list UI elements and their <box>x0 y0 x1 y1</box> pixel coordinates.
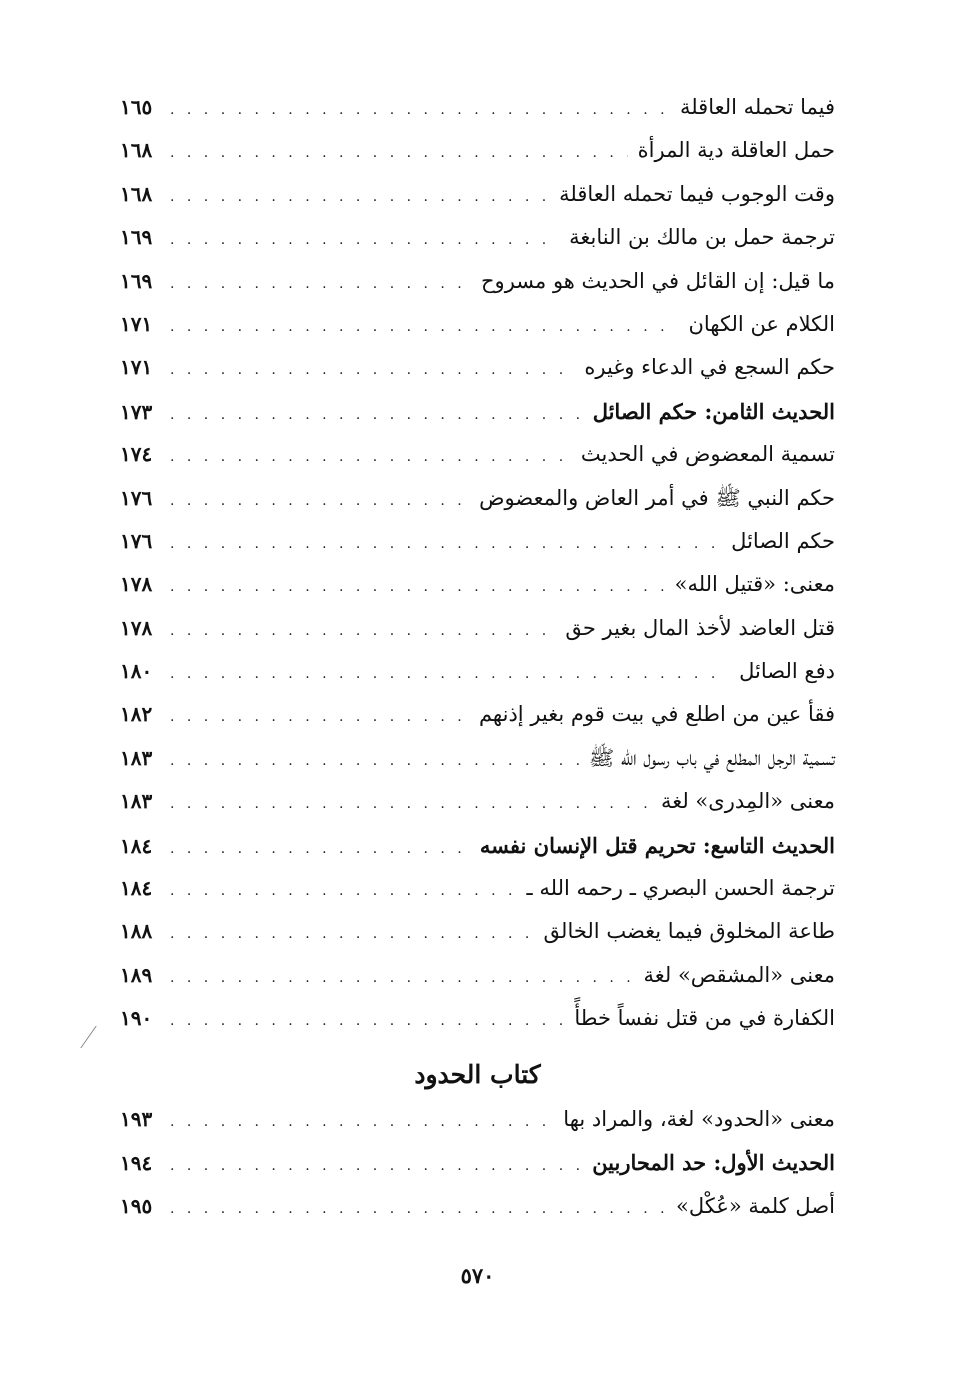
toc-entry-page: ١٨٣ <box>120 789 153 814</box>
dot-leader <box>170 610 555 653</box>
toc-entry-title: دفع الصائل <box>739 659 835 684</box>
toc-entry-page: ١٦٩ <box>120 268 153 293</box>
toc-entry-title: وقت الوجوب فيما تحمله العاقلة <box>559 181 835 206</box>
toc-entry-title: طاعة المخلوق فيما يغضب الخالق <box>543 919 835 944</box>
dot-leader <box>170 696 469 739</box>
toc-row <box>120 1098 835 1141</box>
dot-leader <box>170 176 549 219</box>
dot-leader <box>170 566 665 609</box>
toc-row <box>120 129 835 172</box>
toc-entry-title: معنى «المِدرى» لغة <box>660 789 835 814</box>
dot-leader <box>170 523 721 566</box>
dot-leader <box>170 1000 564 1043</box>
toc-entry-page: ١٩٠ <box>120 1006 153 1031</box>
toc-row <box>120 563 835 606</box>
toc-entry-page: ١٨٠ <box>120 659 153 684</box>
toc-entry-page: ١٦٨ <box>120 138 153 163</box>
dot-leader <box>170 394 583 437</box>
toc-entry-title: الحديث الثامن: حكم الصائل <box>592 398 835 424</box>
toc-row <box>120 216 835 259</box>
toc-entry-page: ١٨٤ <box>120 833 153 858</box>
dot-leader <box>170 828 470 871</box>
margin-pencil-mark <box>80 1026 108 1048</box>
dot-leader <box>170 306 678 349</box>
toc-row <box>120 477 835 520</box>
toc-entry-page: ١٧٣ <box>120 399 153 424</box>
dot-leader <box>170 1145 582 1188</box>
toc-row <box>120 433 835 476</box>
toc-entry-title: فيما تحمله العاقلة <box>679 95 835 119</box>
dot-leader <box>170 653 729 696</box>
toc-entry-title: فقأ عين من اطلع في بيت قوم بغير إذنهم <box>478 702 835 727</box>
toc-entry-page: ١٨٣ <box>120 745 153 770</box>
toc-entry-page: ١٧١ <box>120 311 153 336</box>
toc-row <box>120 824 835 867</box>
toc-entry-page: ١٦٨ <box>120 181 153 206</box>
dot-leader <box>170 263 471 306</box>
toc-entry-title: الكلام عن الكهان <box>688 311 835 336</box>
dot-leader <box>170 1101 553 1144</box>
toc-entry-title: معنى «المشقص» لغة <box>643 962 835 987</box>
toc-entry-title: ترجمة حمل بن مالك بن النابغة <box>569 225 835 250</box>
toc-row <box>120 650 835 693</box>
toc-entry-page: ١٩٣ <box>120 1107 153 1131</box>
toc-entry-page: ١٨٤ <box>120 876 153 901</box>
toc-entry-page: ١٧٤ <box>120 442 153 467</box>
page-number: ٥٧٠ <box>460 1263 495 1288</box>
toc-row <box>120 390 835 433</box>
dot-leader <box>170 783 651 826</box>
toc-row <box>120 173 835 216</box>
toc-entry-title: قتل العاضد لأخذ المال بغير حق <box>565 615 835 640</box>
toc-row <box>120 737 835 780</box>
toc-row <box>120 607 835 650</box>
dot-leader <box>170 436 571 479</box>
dot-leader <box>170 219 559 262</box>
toc-row <box>120 346 835 389</box>
toc-entry-title: حكم النبي ﷺ في أمر العاض والمعضوض <box>479 485 835 510</box>
toc-row <box>120 867 835 910</box>
toc-entry-page: ١٧١ <box>120 355 153 380</box>
toc-row <box>120 693 835 736</box>
dot-leader <box>170 89 670 132</box>
dot-leader <box>170 132 628 175</box>
dot-leader <box>170 740 579 783</box>
toc-entry-title: حمل العاقلة دية المرأة <box>637 138 835 163</box>
toc-row <box>120 260 835 303</box>
dot-leader <box>170 480 469 523</box>
toc-entry-page: ١٩٤ <box>120 1151 153 1176</box>
section-heading: كتاب الحدود <box>414 1060 541 1089</box>
toc-row <box>120 780 835 823</box>
toc-entry-title: حكم الصائل <box>731 528 835 553</box>
dot-leader <box>170 1188 666 1231</box>
toc-row <box>120 910 835 953</box>
toc-entry-title: تسمية الرجل المطلع في باب رسول الله ﷺ <box>588 745 835 770</box>
toc-list-top <box>120 86 835 1041</box>
toc-entry-page: ١٨٢ <box>120 702 153 727</box>
toc-list-bottom <box>120 1098 835 1228</box>
toc-entry-title: معنى «الحدود» لغة، والمراد بها <box>563 1107 835 1131</box>
toc-entry-title: حكم السجع في الدعاء وغيره <box>584 355 835 380</box>
toc-entry-title: تسمية المعضوض في الحديث <box>580 442 835 467</box>
dot-leader <box>170 957 633 1000</box>
toc-entry-page: ١٩٥ <box>120 1193 153 1218</box>
toc-entry-title: الكفارة في من قتل نفساً خطأً <box>574 1006 835 1031</box>
toc-entry-title: الحديث الأول: حد المحاربين <box>592 1150 835 1176</box>
toc-entry-title: أصل كلمة «عُكْل» <box>676 1193 835 1218</box>
toc-row <box>120 1141 835 1184</box>
toc-row <box>120 303 835 346</box>
toc-entry-page: ١٦٥ <box>120 95 153 119</box>
toc-entry-page: ١٧٦ <box>120 528 153 553</box>
dot-leader <box>170 349 574 392</box>
toc-entry-title: ترجمة الحسن البصري ـ رحمه الله ـ <box>526 876 835 901</box>
toc-row <box>120 1185 835 1228</box>
dot-leader <box>170 870 517 913</box>
toc-row <box>120 520 835 563</box>
toc-row <box>120 86 835 129</box>
toc-entry-page: ١٧٨ <box>120 615 153 640</box>
toc-entry-page: ١٧٦ <box>120 485 153 510</box>
dot-leader <box>170 913 534 956</box>
toc-entry-title: الحديث التاسع: تحريم قتل الإنسان نفسه <box>479 832 835 858</box>
toc-entry-page: ١٦٩ <box>120 225 153 250</box>
toc-entry-title: ما قيل: إن القائل في الحديث هو مسروح <box>481 268 835 293</box>
toc-entry-page: ١٨٨ <box>120 919 153 944</box>
toc-entry-page: ١٨٩ <box>120 962 153 987</box>
toc-row <box>120 954 835 997</box>
toc-row <box>120 997 835 1040</box>
toc-entry-title: معنى: «قتيل الله» <box>674 572 835 597</box>
toc-entry-page: ١٧٨ <box>120 572 153 597</box>
